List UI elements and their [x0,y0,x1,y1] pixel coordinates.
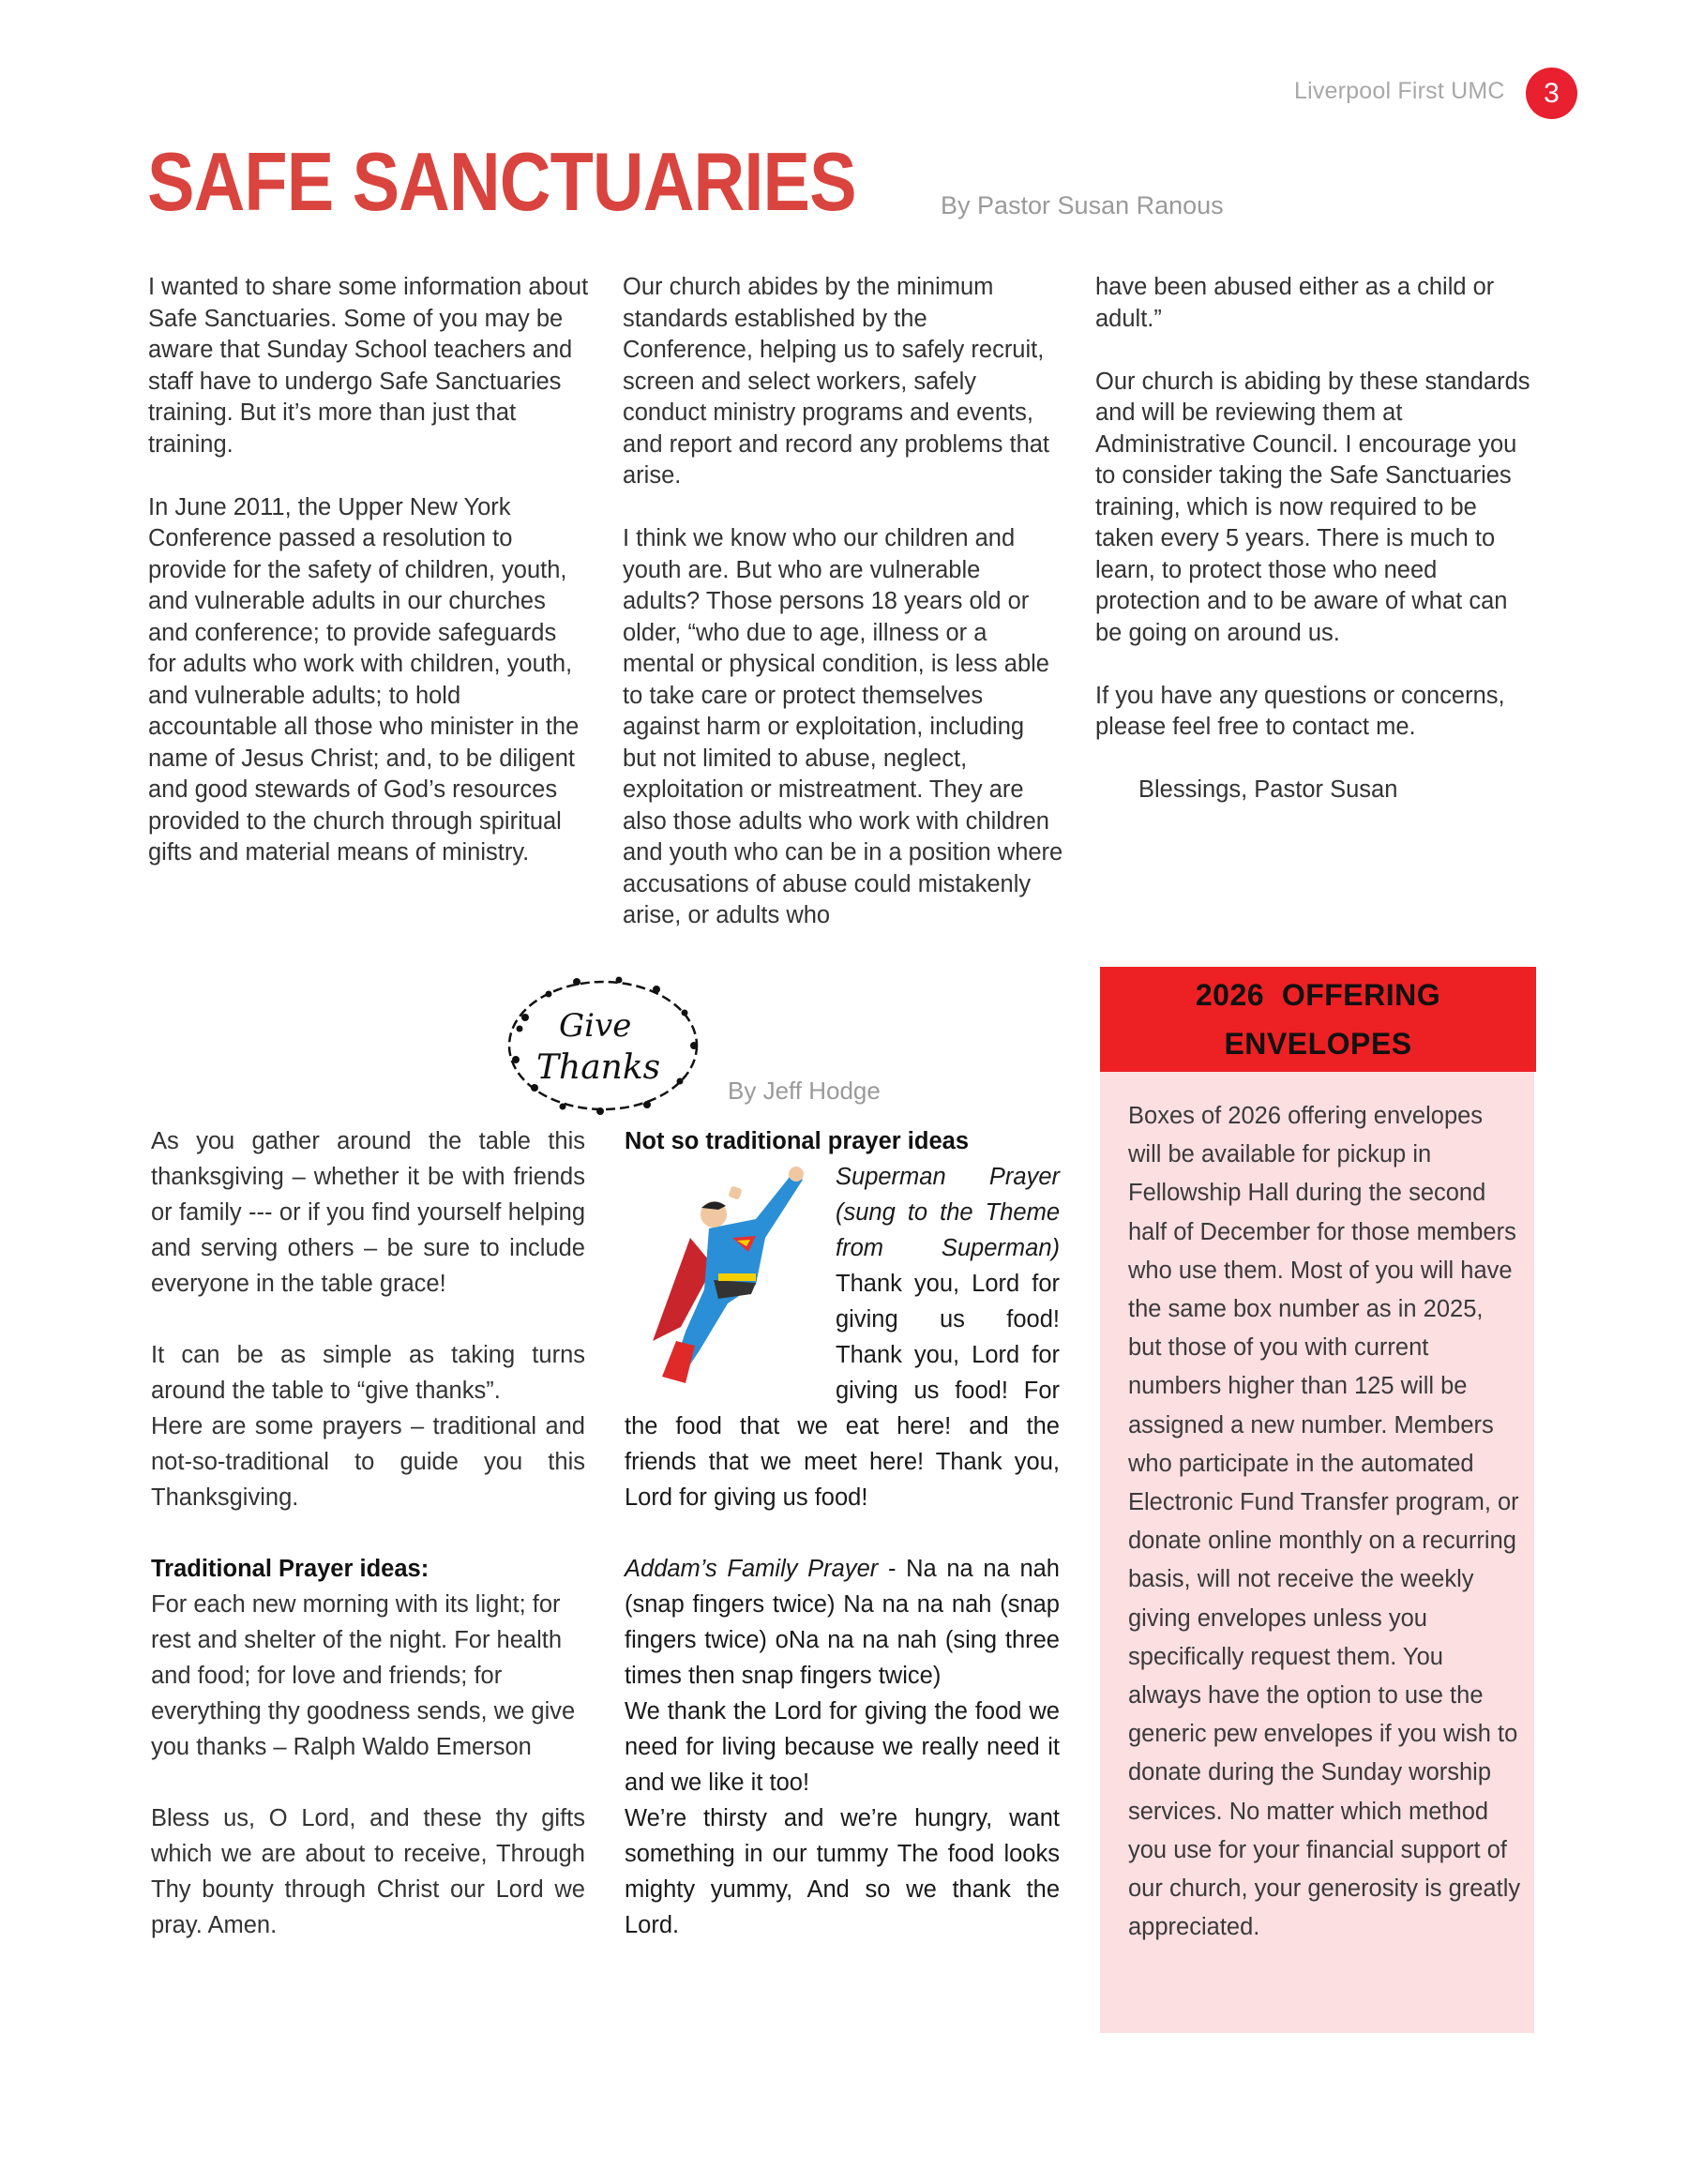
give-thanks-left-column [151,1123,585,1979]
superman-prayer-text: Thank you, Lord for giving us food! Thank you, Lord for giving us food! For the food that we eat here! and the friends that we meet here! Thank you, Lord for giving us food! [625,1271,1060,1511]
paragraph: It can be as simple as taking turns around the table to “give thanks”. [151,1342,585,1404]
offering-text: Boxes of 2026 offering envelopes will be available for pickup in Fellowship Hall during the second half of December for those members who use them. Most of you will have the same box number as in 2025, but those of you with current numbers higher than 125 will be assigned a new number. Members who participate in the automated Electronic Fund Transfer program, or donate online monthly on a recurring basis, will not receive the weekly giving envelopes unless you specifically request them. You always have the option to use the generic pew envelopes if you wish to donate during the Sunday worship services. No matter which method you use for your financial support of our church, your generosity is greatly appreciated. [1128,1103,1521,1941]
offering-heading-line1: 2026 OFFERING [1195,978,1441,1012]
superman-illustration-icon [625,1163,826,1383]
svg-text:Give: Give [559,1007,632,1045]
paragraph: Our church abides by the minimum standards established by the Conference, helping us to safely recruit, screen and select workers, safely conduct ministry programs and events, and report and record any problems that arise. [623,274,1050,489]
signoff: Blessings, Pastor Susan [1138,776,1398,803]
paragraph: have been abused either as a child or adult.” [1095,274,1495,332]
paragraph: Our church is abiding by these standards and will be reviewing them at Administrative Council. I encourage you to consider taking the Safe Sanctuaries training, which is now required to be taken every 5 years. There is much to learn, to protect those who need protection and to be aware of what can be going on around us. [1095,368,1530,646]
traditional-prayer-heading: Traditional Prayer ideas: [151,1556,430,1582]
prayer-bless-us: Bless us, O Lord, and these thy gifts which we are about to receive, Through Thy bounty through Christ our Lord we pray. Amen. [151,1805,585,1938]
paragraph: Here are some prayers – traditional and not-so-traditional to guide you this Thanksgiving. [151,1413,585,1511]
offering-heading-line2: ENVELOPES [1224,1027,1412,1061]
give-thanks-byline: By Jeff Hodge [728,1077,881,1105]
nontraditional-prayer-heading: Not so traditional prayer ideas [625,1128,970,1154]
addams-prayer [625,1551,1060,1694]
paragraph: As you gather around the table this thanksgiving – whether it be with friends or family --- or if you find yourself helping and serving others – be sure to include everyone in the table grace! [151,1128,585,1297]
article-title: SAFE SANCTUARIES [147,135,856,228]
paragraph: I think we know who our children and youth are. But who are vulnerable adults? Those persons 18 years old or older, “who due to age, illness or a mental or physical condition, is less able to take care or protect themselves against harm or exploitation, including but not limited to abuse, neglect, exploitation or mistreatment. They are also those adults who work with children and youth who can be in a position where accusations of abuse could mistakenly arise, or adults who [623,525,1063,928]
paragraph: If you have any questions or concerns, please feel free to contact me. [1095,682,1505,740]
give-thanks-wreath-icon [497,971,713,1121]
addams-prayer-line3: We’re thirsty and we’re hungry, want something in our tummy The food looks mighty yummy, And so we thank the Lord. [625,1805,1060,1938]
article-column-1 [148,272,589,900]
addams-prayer-title: Addam’s Family Prayer [625,1556,879,1582]
addams-prayer-text: - Na na na nah (snap fingers twice) Na na na nah (snap fingers twice) oNa na na nah (sing three times then snap fingers twice) [625,1556,1060,1689]
article-byline: By Pastor Susan Ranous [941,191,1224,219]
page-number-badge: 3 [1526,68,1577,119]
paragraph: In June 2011, the Upper New York Conference passed a resolution to provide for the safety of children, youth, and vulnerable adults in our churches and conference; to provide safeguards for adults who work with children, youth, and vulnerable adults; to hold accountable all those who minister in the name of Jesus Christ; and, to be diligent and good stewards of God’s resources provided to the church through spiritual gifts and material means of ministry. [148,493,580,866]
superman-prayer-title: Superman Prayer (sung to the Theme from Superman) [836,1164,1060,1261]
running-head-publication: Liverpool First UMC [1294,78,1505,104]
paragraph: I wanted to share some information about Safe Sanctuaries. Some of you may be aware that Sunday School teachers and staff have to undergo Safe Sanctuaries training. But it’s more than just that training. [148,274,589,458]
give-thanks-right-column [625,1123,1060,1943]
svg-text:Thanks: Thanks [536,1048,661,1087]
addams-prayer-line2: We thank the Lord for giving the food we need for living because we really need it and we like it too! [625,1698,1060,1796]
article-column-3 [1095,272,1536,837]
offering-box-header [1100,967,1536,1072]
prayer-emerson: For each new morning with its light; for rest and shelter of the night. For health and food; for love and friends; for everything thy goodness sends, we give you thanks – Ralph Waldo Emerson [151,1591,576,1760]
article-column-2 [623,272,1063,963]
